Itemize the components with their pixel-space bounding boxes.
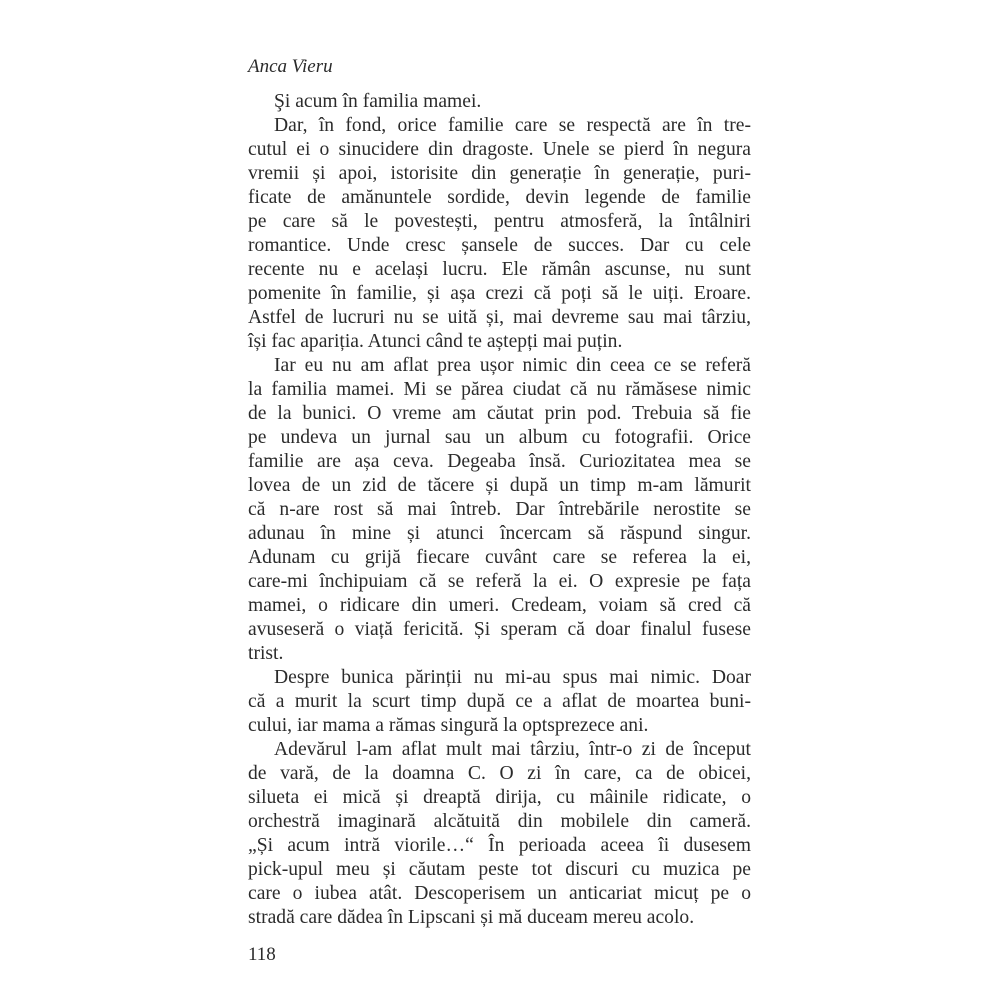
- text-line: recente nu e același lucru. Ele rămân ascunse, nu sunt: [248, 259, 751, 280]
- text-line: Iar eu nu am aflat prea ușor nimic din ceea ce se referă: [274, 355, 751, 376]
- text-line: cului, iar mama a rămas singură la optsprezece ani.: [248, 715, 649, 736]
- text-line: orchestră imaginară alcătuită din mobilele din cameră.: [248, 811, 751, 832]
- paragraph: [248, 114, 751, 354]
- text-line: romantice. Unde cresc șansele de succes. Dar cu cele: [248, 235, 751, 256]
- text-line: avuseseră o viață fericită. Și speram că doar finalul fusese: [248, 619, 751, 640]
- text-line: pomenite în familie, și așa crezi că poți să le uiți. Eroare.: [248, 283, 751, 304]
- text-line: își fac apariția. Atunci când te aștepți mai puțin.: [248, 331, 623, 352]
- text-line: trist.: [248, 643, 284, 664]
- text-line: adunau în mine și atunci încercam să răspund singur.: [248, 523, 751, 544]
- text-line: vremii și apoi, istorisite din generație în generație, puri-: [248, 163, 751, 184]
- text-line: că a murit la scurt timp după ce a aflat de moartea buni-: [248, 691, 751, 712]
- text-line: familie are așa ceva. Degeaba însă. Curiozitatea mea se: [248, 451, 751, 472]
- text-line: Adunam cu grijă fiecare cuvânt care se referea la ei,: [248, 547, 751, 568]
- text-line: silueta ei mică și dreaptă dirija, cu mâinile ridicate, o: [248, 787, 751, 808]
- page-number: 118: [248, 944, 276, 965]
- paragraph: [248, 738, 751, 930]
- text-line: ficate de amănuntele sordide, devin legende de familie: [248, 187, 751, 208]
- paragraph: [248, 90, 751, 114]
- text-line: care o iubea atât. Descoperisem un anticariat micuț pe o: [248, 883, 751, 904]
- text-line: Astfel de lucruri nu se uită și, mai devreme sau mai târziu,: [248, 307, 751, 328]
- text-line: pe care să le povestești, pentru atmosferă, la întâlniri: [248, 211, 751, 232]
- text-line: „Și acum intră viorile…“ În perioada aceea îi dusesem: [248, 835, 751, 856]
- text-line: de la bunici. O vreme am căutat prin pod. Trebuia să fie: [248, 403, 751, 424]
- text-line: care-mi închipuiam că se referă la ei. O expresie pe fața: [248, 571, 751, 592]
- text-line: Dar, în fond, orice familie care se respectă are în tre-: [274, 115, 751, 136]
- text-line: cutul ei o sinucidere din dragoste. Unele se pierd în negura: [248, 139, 751, 160]
- text-line: lovea de un zid de tăcere și după un timp m-am lămurit: [248, 475, 751, 496]
- text-line: că n-are rost să mai întreb. Dar întrebările nerostite se: [248, 499, 751, 520]
- text-line: Despre bunica părinții nu mi-au spus mai nimic. Doar: [274, 667, 751, 688]
- text-line: Adevărul l-am aflat mult mai târziu, într-o zi de început: [274, 739, 751, 760]
- text-line: pe undeva un jurnal sau un album cu fotografii. Orice: [248, 427, 751, 448]
- text-line: Şi acum în familia mamei.: [274, 91, 482, 112]
- body-text: [248, 90, 751, 930]
- text-line: pick-upul meu și căutam peste tot discuri cu muzica pe: [248, 859, 751, 880]
- text-line: de vară, de la doamna C. O zi în care, ca de obicei,: [248, 763, 751, 784]
- paragraph: [248, 354, 751, 666]
- paragraph: [248, 666, 751, 738]
- text-line: stradă care dădea în Lipscani și mă duceam mereu acolo.: [248, 907, 695, 928]
- text-line: la familia mamei. Mi se părea ciudat că nu rămăsese nimic: [248, 379, 751, 400]
- running-head-author: Anca Vieru: [248, 56, 333, 77]
- text-line: mamei, o ridicare din umeri. Credeam, voiam să cred că: [248, 595, 751, 616]
